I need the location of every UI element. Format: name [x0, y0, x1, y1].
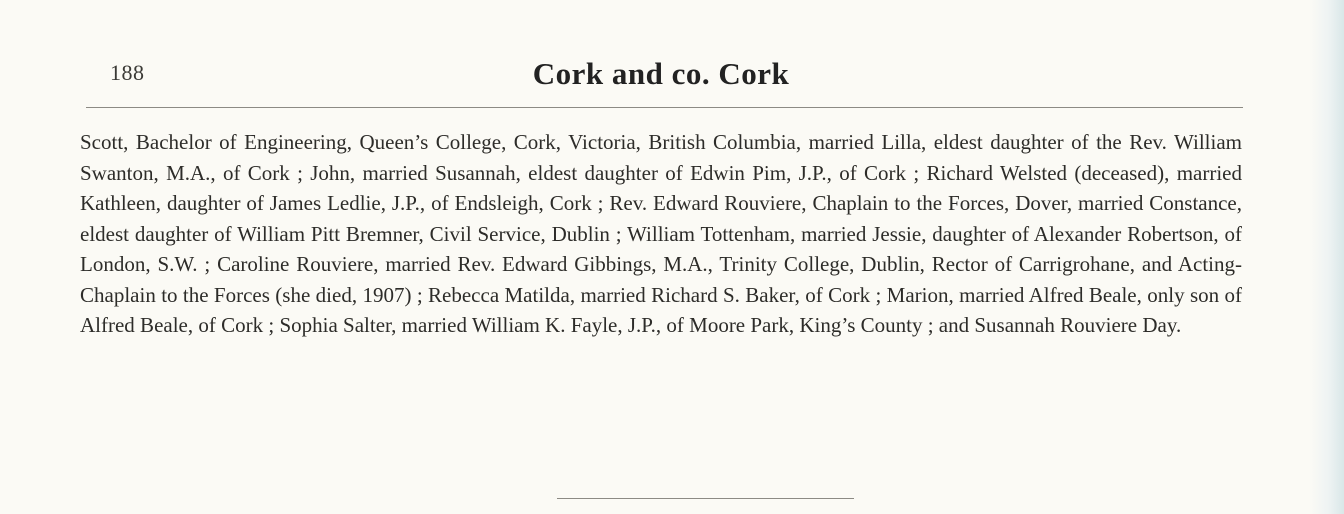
page-number: 188	[110, 60, 145, 85]
page-header	[80, 50, 1242, 104]
running-title: Cork and co. Cork	[532, 56, 790, 91]
end-rule	[557, 498, 854, 499]
scan-edge	[1310, 0, 1344, 514]
header-rule	[86, 107, 1243, 108]
body-paragraph: Scott, Bachelor of Engineering, Queen’s College, Cork, Victoria, British Columbia, married Lilla, eldest daughter of the Rev. William Swanton, M.A., of Cork ; John, married Susannah, eldest daughter of Edwin Pim, J.P., of Cork ; Richard Welsted (deceased), married Kathleen, daughter of James Ledlie, J.P., of Endsleigh, Cork ; Rev. Edward Rouviere, Chaplain to the Forces, Dover, married Constance, eldest daughter of William Pitt Bremner, Civil Service, Dublin ; William Tottenham, married Jessie, daughter of Alexander Robertson, of London, S.W. ; Caroline Rouviere, married Rev. Edward Gibbings, M.A., Trinity College, Dublin, Rector of Carrigrohane, and Acting-Chaplain to the Forces (she died, 1907) ; Rebecca Matilda, married Richard S. Baker, of Cork ; Marion, married Alfred Beale, only son of Alfred Beale, of Cork ; Sophia Salter, married William K. Fayle, J.P., of Moore Park, King’s County ; and Susannah Rouviere Day.	[80, 130, 1242, 337]
